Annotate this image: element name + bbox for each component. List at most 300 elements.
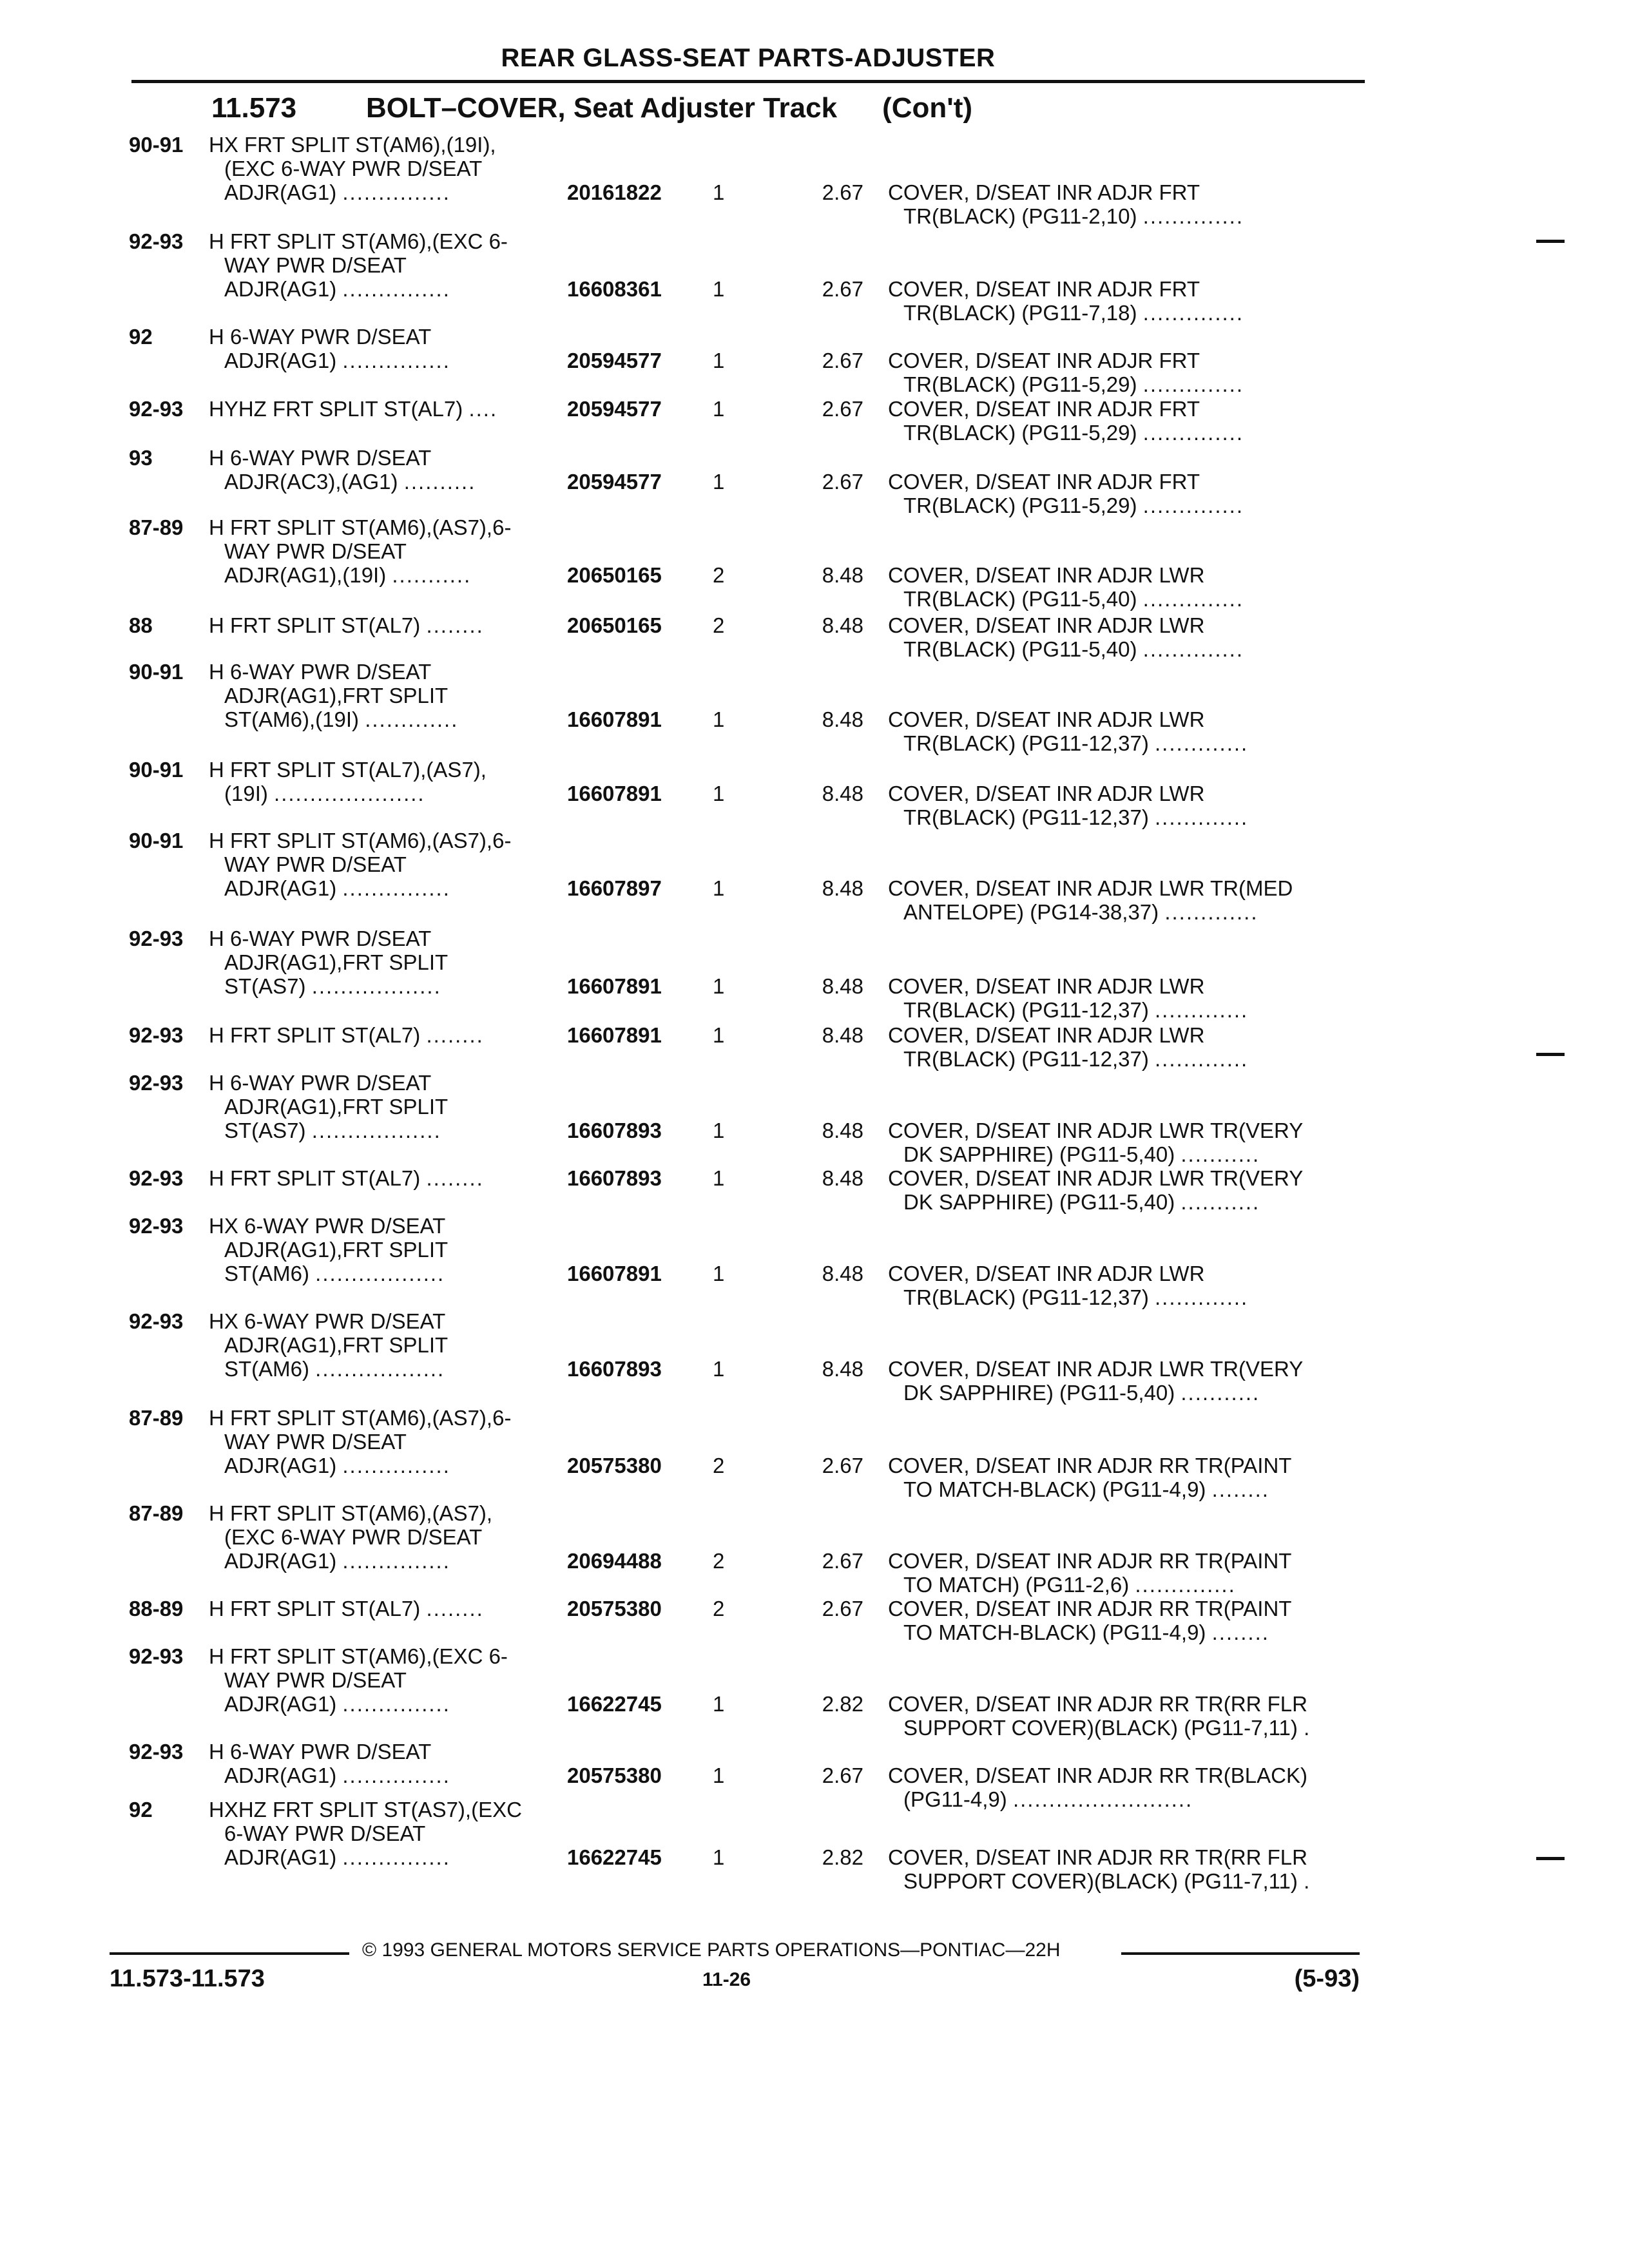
description-text: ADJR(AG1) — [224, 349, 337, 372]
description-line: H FRT SPLIT ST(AM6),(AS7),6- — [209, 1406, 512, 1430]
description-line: H 6-WAY PWR D/SEAT — [209, 660, 432, 684]
leader-dots: ............... — [342, 180, 450, 204]
unit-price: 8.48 — [822, 1023, 863, 1047]
description-line — [209, 397, 497, 421]
part-description-text: SUPPORT COVER)(BLACK) (PG11-7,11) — [903, 1716, 1298, 1740]
part-number: 20575380 — [567, 1763, 662, 1787]
model-years: 93 — [129, 446, 153, 470]
description-line — [209, 1119, 448, 1142]
model-years: 92-93 — [129, 397, 184, 421]
description-text: ST(AM6) — [224, 1262, 309, 1285]
part-description-text: TR(BLACK) (PG11-12,37) — [903, 731, 1149, 755]
section-number: 11.573 — [211, 92, 297, 124]
part-description-text: TR(BLACK) (PG11-7,18) — [903, 301, 1137, 325]
unit-price: 8.48 — [822, 707, 863, 731]
part-description-text: TR(BLACK) (PG11-5,29) — [903, 372, 1137, 396]
description-text: ADJR(AG1) — [224, 1454, 337, 1477]
description-line: H 6-WAY PWR D/SEAT — [209, 927, 432, 950]
leader-dots: ............... — [342, 1454, 450, 1477]
part-description — [888, 1454, 1291, 1501]
part-description — [888, 1357, 1303, 1405]
leader-dots: ............. — [365, 707, 459, 731]
description-line: HX 6-WAY PWR D/SEAT — [209, 1309, 446, 1333]
part-description-line — [888, 998, 1248, 1022]
unit-price: 2.82 — [822, 1692, 863, 1716]
part-description-line — [888, 204, 1244, 228]
part-description-text: DK SAPPHIRE) (PG11-5,40) — [903, 1381, 1175, 1405]
part-description-text: TR(BLACK) (PG11-5,40) — [903, 587, 1137, 611]
part-description — [888, 349, 1244, 396]
quantity: 1 — [713, 1357, 725, 1381]
footer-rule — [1121, 1952, 1360, 1955]
model-years: 92-93 — [129, 1023, 184, 1047]
model-years: 90-91 — [129, 133, 184, 157]
model-years: 88-89 — [129, 1597, 184, 1620]
description-text: (19I) — [224, 782, 268, 805]
leader-dots: .... — [468, 397, 498, 421]
part-number: 20575380 — [567, 1597, 662, 1620]
part-description-line — [888, 1047, 1248, 1071]
part-description — [888, 397, 1244, 445]
description-text: ADJR(AG1),(19I) — [224, 563, 387, 587]
part-description-line: COVER, D/SEAT INR ADJR RR TR(PAINT — [888, 1549, 1292, 1573]
entry-description — [209, 613, 484, 637]
leader-dots: ............... — [342, 349, 450, 372]
description-line: 6-WAY PWR D/SEAT — [224, 1821, 426, 1845]
part-description-line: COVER, D/SEAT INR ADJR FRT — [888, 470, 1200, 494]
part-description-line — [888, 421, 1244, 445]
entry-description — [209, 1071, 448, 1142]
part-description-text: SUPPORT COVER)(BLACK) (PG11-7,11) — [903, 1869, 1298, 1893]
part-description-line: COVER, D/SEAT INR ADJR RR TR(RR FLR — [888, 1845, 1307, 1869]
description-line: H 6-WAY PWR D/SEAT — [209, 1071, 432, 1095]
description-line — [209, 1262, 448, 1285]
unit-price: 8.48 — [822, 1262, 863, 1285]
part-description-text: DK SAPPHIRE) (PG11-5,40) — [903, 1142, 1175, 1166]
description-line: (EXC 6-WAY PWR D/SEAT — [224, 157, 483, 180]
description-text: ADJR(AG1) — [224, 1845, 337, 1869]
leader-dots: ............. — [1155, 1285, 1249, 1309]
entry-description — [209, 1501, 492, 1573]
description-line — [209, 180, 496, 204]
description-line: H FRT SPLIT ST(AM6),(AS7),6- — [209, 829, 512, 852]
part-number: 16607893 — [567, 1119, 662, 1142]
part-description-text: TR(BLACK) (PG11-2,10) — [903, 204, 1137, 228]
part-description-text: TR(BLACK) (PG11-5,40) — [903, 637, 1137, 661]
model-years: 90-91 — [129, 758, 184, 782]
part-description-text: ANTELOPE) (PG14-38,37) — [903, 900, 1159, 924]
part-number: 20575380 — [567, 1454, 662, 1477]
description-text: ADJR(AG1) — [224, 180, 337, 204]
part-description-line — [888, 1142, 1303, 1166]
leader-dots: ........... — [1181, 1190, 1260, 1214]
part-description-text: TO MATCH-BLACK) (PG11-4,9) — [903, 1620, 1206, 1644]
model-years: 92-93 — [129, 1214, 184, 1238]
quantity: 1 — [713, 1023, 725, 1047]
description-line — [209, 1454, 511, 1477]
part-description — [888, 563, 1244, 611]
part-description-line — [888, 1716, 1311, 1740]
part-number: 16608361 — [567, 277, 662, 301]
part-number: 16607891 — [567, 1023, 662, 1047]
part-description-line — [888, 1285, 1248, 1309]
model-years: 92-93 — [129, 1071, 184, 1095]
description-text: ADJR(AG1) — [224, 277, 337, 301]
description-line: ADJR(AG1),FRT SPLIT — [224, 1238, 448, 1262]
part-description-line: COVER, D/SEAT INR ADJR LWR — [888, 563, 1205, 587]
description-line: (EXC 6-WAY PWR D/SEAT — [224, 1525, 483, 1549]
description-line: WAY PWR D/SEAT — [224, 852, 407, 876]
unit-price: 8.48 — [822, 1357, 863, 1381]
description-line — [209, 1597, 484, 1620]
description-line — [209, 876, 511, 900]
description-line: WAY PWR D/SEAT — [224, 1668, 407, 1692]
part-description-line: COVER, D/SEAT INR ADJR LWR TR(MED — [888, 876, 1293, 900]
margin-mark — [1536, 240, 1565, 243]
part-description-line — [888, 301, 1244, 325]
leader-dots: .............. — [1135, 1573, 1236, 1597]
description-line — [209, 563, 511, 587]
quantity: 1 — [713, 782, 725, 805]
description-line — [209, 782, 487, 805]
part-description — [888, 876, 1293, 924]
leader-dots: ............. — [1155, 998, 1249, 1022]
description-line — [209, 1845, 522, 1869]
description-line — [209, 707, 458, 731]
part-number: 20694488 — [567, 1549, 662, 1573]
entry-description — [209, 1309, 448, 1381]
quantity: 1 — [713, 277, 725, 301]
margin-mark — [1536, 1053, 1565, 1056]
part-description-text: (PG11-4,9) — [903, 1787, 1007, 1811]
leader-dots: ............... — [342, 1549, 450, 1573]
part-description-line — [888, 372, 1244, 396]
part-description — [888, 1023, 1248, 1071]
section-name: BOLT–COVER, Seat Adjuster Track — [366, 92, 838, 124]
unit-price: 2.67 — [822, 1454, 863, 1477]
description-text: ST(AS7) — [224, 1119, 306, 1142]
entry-description — [209, 660, 458, 731]
entry-description — [209, 1597, 484, 1620]
part-description-line: COVER, D/SEAT INR ADJR LWR TR(VERY — [888, 1166, 1304, 1190]
model-years: 92-93 — [129, 1644, 184, 1668]
description-text: ADJR(AG1) — [224, 1549, 337, 1573]
model-years: 92-93 — [129, 927, 184, 950]
description-text: ADJR(AG1) — [224, 876, 337, 900]
model-years: 92 — [129, 325, 153, 349]
leader-dots: ........... — [1181, 1142, 1260, 1166]
quantity: 1 — [713, 349, 725, 372]
quantity: 1 — [713, 1763, 725, 1787]
part-description-text: DK SAPPHIRE) (PG11-5,40) — [903, 1190, 1175, 1214]
part-description — [888, 1262, 1248, 1309]
model-years: 92-93 — [129, 1309, 184, 1333]
part-description — [888, 180, 1244, 228]
leader-dots: .............. — [1142, 421, 1244, 445]
leader-dots: .............. — [1142, 494, 1244, 517]
description-text: ADJR(AC3),(AG1) — [224, 470, 398, 494]
unit-price: 2.67 — [822, 470, 863, 494]
part-description — [888, 1549, 1291, 1597]
entry-description — [209, 1166, 484, 1190]
part-number: 20161822 — [567, 180, 662, 204]
leader-dots: ........ — [1211, 1477, 1269, 1501]
part-description-line: COVER, D/SEAT INR ADJR LWR TR(VERY — [888, 1119, 1304, 1142]
part-description-line: COVER, D/SEAT INR ADJR LWR — [888, 974, 1205, 998]
entry-description — [209, 446, 476, 494]
entry-description — [209, 927, 448, 998]
leader-dots: ........... — [1181, 1381, 1260, 1405]
leader-dots: . — [1304, 1716, 1311, 1740]
part-description-line — [888, 494, 1244, 517]
leader-dots: ........ — [426, 613, 484, 637]
part-number: 16622745 — [567, 1845, 662, 1869]
leader-dots: .................. — [311, 1119, 441, 1142]
entry-description — [209, 829, 511, 900]
page-number: 11-26 — [702, 1969, 751, 1990]
description-line: H FRT SPLIT ST(AL7),(AS7), — [209, 758, 487, 782]
quantity: 2 — [713, 1549, 725, 1573]
leader-dots: ............... — [342, 876, 450, 900]
quantity: 1 — [713, 974, 725, 998]
part-number: 16607891 — [567, 1262, 662, 1285]
entry-description — [209, 515, 511, 587]
description-line: H 6-WAY PWR D/SEAT — [209, 1740, 432, 1763]
page-title: REAR GLASS-SEAT PARTS-ADJUSTER — [501, 44, 996, 72]
description-line — [209, 277, 508, 301]
section-heading — [211, 92, 972, 124]
part-description — [888, 707, 1248, 755]
leader-dots: ........ — [426, 1597, 484, 1620]
leader-dots: .............. — [1142, 587, 1244, 611]
part-description-line: COVER, D/SEAT INR ADJR RR TR(PAINT — [888, 1597, 1292, 1620]
description-line — [209, 349, 450, 372]
part-description-text: TR(BLACK) (PG11-12,37) — [903, 1285, 1149, 1309]
part-description-text: TO MATCH-BLACK) (PG11-4,9) — [903, 1477, 1206, 1501]
description-line: H FRT SPLIT ST(AM6),(EXC 6- — [209, 229, 508, 253]
quantity: 1 — [713, 1119, 725, 1142]
description-text: HYHZ FRT SPLIT ST(AL7) — [209, 397, 463, 421]
description-line — [209, 1549, 492, 1573]
model-years: 92 — [129, 1798, 153, 1821]
part-description-text: TR(BLACK) (PG11-12,37) — [903, 1047, 1149, 1071]
description-text: ST(AS7) — [224, 974, 306, 998]
description-text: H FRT SPLIT ST(AL7) — [209, 613, 421, 637]
leader-dots: ........ — [426, 1166, 484, 1190]
part-number: 16607891 — [567, 782, 662, 805]
leader-dots: ........ — [1211, 1620, 1269, 1644]
part-number: 16607897 — [567, 876, 662, 900]
part-description — [888, 1763, 1307, 1811]
margin-mark — [1536, 1857, 1565, 1860]
leader-dots: .................. — [315, 1262, 445, 1285]
leader-dots: .............. — [1142, 301, 1244, 325]
quantity: 2 — [713, 563, 725, 587]
description-line: H FRT SPLIT ST(AM6),(AS7),6- — [209, 515, 512, 539]
unit-price: 8.48 — [822, 613, 863, 637]
description-line: H FRT SPLIT ST(AM6),(AS7), — [209, 1501, 493, 1525]
part-description-line — [888, 637, 1244, 661]
part-description — [888, 1597, 1291, 1644]
part-description-line: COVER, D/SEAT INR ADJR LWR — [888, 1023, 1205, 1047]
entry-description — [209, 397, 497, 421]
description-line: H 6-WAY PWR D/SEAT — [209, 446, 432, 470]
unit-price: 2.67 — [822, 277, 863, 301]
entry-description — [209, 1644, 508, 1716]
part-description-line — [888, 1190, 1303, 1214]
part-description-line: COVER, D/SEAT INR ADJR FRT — [888, 349, 1200, 372]
section-continued: (Con't) — [882, 92, 973, 124]
quantity: 1 — [713, 707, 725, 731]
description-line: WAY PWR D/SEAT — [224, 1430, 407, 1454]
part-description — [888, 974, 1248, 1022]
part-description-line: COVER, D/SEAT INR ADJR LWR — [888, 613, 1205, 637]
leader-dots: ........ — [426, 1023, 484, 1047]
quantity: 2 — [713, 613, 725, 637]
part-description-text: TR(BLACK) (PG11-12,37) — [903, 805, 1149, 829]
leader-dots: ............. — [1155, 805, 1249, 829]
description-text: ADJR(AG1) — [224, 1763, 337, 1787]
part-description — [888, 1119, 1303, 1166]
model-years: 92-93 — [129, 1740, 184, 1763]
part-description — [888, 1692, 1311, 1740]
part-number: 20650165 — [567, 613, 662, 637]
part-description-line — [888, 1787, 1307, 1811]
part-number: 20650165 — [567, 563, 662, 587]
part-description-line: COVER, D/SEAT INR ADJR LWR TR(VERY — [888, 1357, 1304, 1381]
leader-dots: .............. — [1142, 204, 1244, 228]
description-line: H FRT SPLIT ST(AM6),(EXC 6- — [209, 1644, 508, 1668]
description-line — [209, 1357, 448, 1381]
part-description-line: COVER, D/SEAT INR ADJR LWR — [888, 782, 1205, 805]
part-description — [888, 277, 1244, 325]
unit-price: 2.67 — [822, 1597, 863, 1620]
leader-dots: . — [1304, 1869, 1311, 1893]
unit-price: 8.48 — [822, 876, 863, 900]
model-years: 90-91 — [129, 660, 184, 684]
part-description-line — [888, 1620, 1291, 1644]
part-number: 16607891 — [567, 974, 662, 998]
leader-dots: ............. — [1155, 1047, 1249, 1071]
unit-price: 8.48 — [822, 563, 863, 587]
description-line: ADJR(AG1),FRT SPLIT — [224, 1333, 448, 1357]
part-description — [888, 470, 1244, 517]
part-number: 16607893 — [567, 1357, 662, 1381]
description-line: ADJR(AG1),FRT SPLIT — [224, 950, 448, 974]
quantity: 2 — [713, 1597, 725, 1620]
description-text: H FRT SPLIT ST(AL7) — [209, 1166, 421, 1190]
footer-rule — [110, 1952, 349, 1955]
part-description — [888, 1166, 1303, 1214]
description-line — [209, 1023, 484, 1047]
leader-dots: .................. — [311, 974, 441, 998]
part-description-line — [888, 1381, 1303, 1405]
part-number: 16607891 — [567, 707, 662, 731]
description-line — [209, 1763, 450, 1787]
description-line — [209, 974, 448, 998]
section-range: 11.573-11.573 — [110, 1965, 265, 1992]
description-line — [209, 613, 484, 637]
quantity: 1 — [713, 397, 725, 421]
page-footer — [110, 1939, 1360, 2010]
description-line — [209, 1692, 508, 1716]
part-number: 20594577 — [567, 470, 662, 494]
unit-price: 2.67 — [822, 397, 863, 421]
part-description-line: COVER, D/SEAT INR ADJR FRT — [888, 277, 1200, 301]
part-description-line: COVER, D/SEAT INR ADJR RR TR(PAINT — [888, 1454, 1292, 1477]
quantity: 1 — [713, 470, 725, 494]
quantity: 1 — [713, 1262, 725, 1285]
entry-description — [209, 758, 487, 805]
leader-dots: .......... — [403, 470, 476, 494]
model-years: 92-93 — [129, 1166, 184, 1190]
leader-dots: .............. — [1142, 372, 1244, 396]
quantity: 1 — [713, 1845, 725, 1869]
model-years: 87-89 — [129, 515, 184, 539]
description-line: H 6-WAY PWR D/SEAT — [209, 325, 432, 349]
description-text: ADJR(AG1) — [224, 1692, 337, 1716]
part-description — [888, 782, 1248, 829]
part-description-text: TR(BLACK) (PG11-5,29) — [903, 494, 1137, 517]
part-number: 20594577 — [567, 397, 662, 421]
part-description-line — [888, 1477, 1291, 1501]
part-description-line — [888, 587, 1244, 611]
part-description — [888, 613, 1244, 661]
description-text: ST(AM6) — [224, 1357, 309, 1381]
part-number: 20594577 — [567, 349, 662, 372]
unit-price: 8.48 — [822, 1166, 863, 1190]
leader-dots: ........... — [392, 563, 472, 587]
part-description-line — [888, 731, 1248, 755]
leader-dots: ..................... — [274, 782, 425, 805]
part-description-line — [888, 1869, 1311, 1893]
leader-dots: ............. — [1164, 900, 1258, 924]
description-line: ADJR(AG1),FRT SPLIT — [224, 684, 448, 707]
unit-price: 2.67 — [822, 349, 863, 372]
description-text: H FRT SPLIT ST(AL7) — [209, 1597, 421, 1620]
quantity: 1 — [713, 1692, 725, 1716]
part-description-line: COVER, D/SEAT INR ADJR LWR — [888, 707, 1205, 731]
unit-price: 2.82 — [822, 1845, 863, 1869]
copyright-notice: © 1993 GENERAL MOTORS SERVICE PARTS OPERATIONS—PONTIAC—22H — [362, 1939, 1061, 1961]
model-years: 87-89 — [129, 1406, 184, 1430]
part-description-line: COVER, D/SEAT INR ADJR RR TR(RR FLR — [888, 1692, 1307, 1716]
model-years: 87-89 — [129, 1501, 184, 1525]
unit-price: 2.67 — [822, 180, 863, 204]
description-line — [209, 470, 476, 494]
part-description — [888, 1845, 1311, 1893]
entry-description — [209, 1406, 511, 1477]
page-date: (5-93) — [1294, 1965, 1360, 1992]
entry-description — [209, 229, 508, 301]
description-line: HXHZ FRT SPLIT ST(AS7),(EXC — [209, 1798, 522, 1821]
leader-dots: ......................... — [1012, 1787, 1193, 1811]
description-line — [209, 1166, 484, 1190]
part-description-line: COVER, D/SEAT INR ADJR FRT — [888, 180, 1200, 204]
quantity: 1 — [713, 876, 725, 900]
description-line: HX FRT SPLIT ST(AM6),(19I), — [209, 133, 496, 157]
part-description-line: COVER, D/SEAT INR ADJR FRT — [888, 397, 1200, 421]
description-line: WAY PWR D/SEAT — [224, 539, 407, 563]
leader-dots: ............... — [342, 1763, 450, 1787]
entry-description — [209, 1023, 484, 1047]
leader-dots: ............... — [342, 1845, 450, 1869]
entry-description — [209, 325, 450, 372]
entry-description — [209, 133, 496, 204]
part-number: 16607893 — [567, 1166, 662, 1190]
quantity: 2 — [713, 1454, 725, 1477]
quantity: 1 — [713, 180, 725, 204]
